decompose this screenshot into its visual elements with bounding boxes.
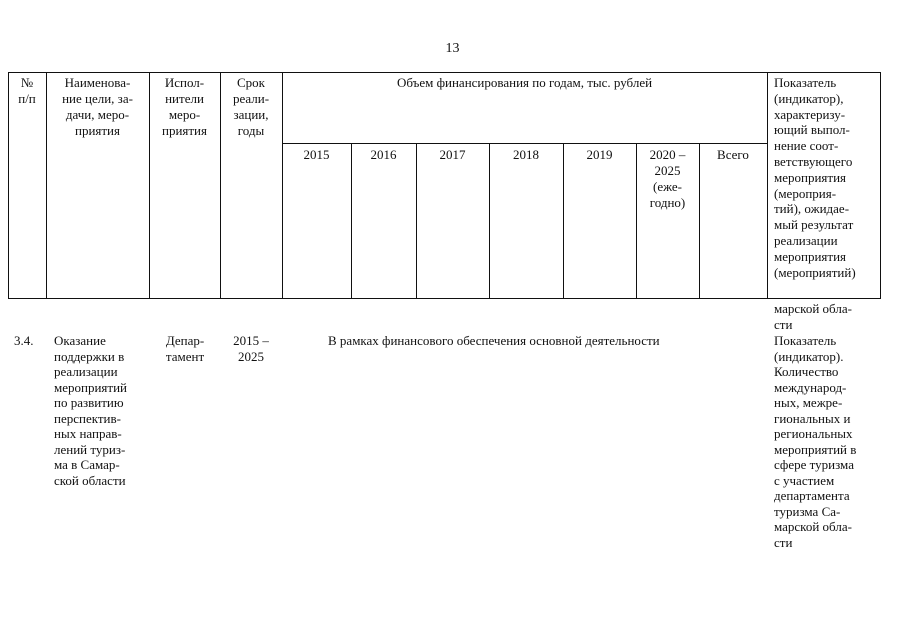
header-year-2018: 2018	[513, 147, 539, 162]
header-indicator: Показатель (индикатор), характеризу- ющий выпол- нение соот- ветствующего мероприятия (мероприя- тий), ожидае- мый результат реализации мероприятия (мероприятий)	[774, 75, 856, 280]
page-number: 13	[445, 41, 460, 56]
header-year-2016: 2016	[370, 147, 397, 162]
header-year-2015: 2015	[303, 147, 330, 162]
row-term: 2015 – 2025	[233, 333, 269, 364]
header-num: № п/п	[18, 75, 36, 106]
header-year-2020-2025: 2020 – 2025 (еже- годно)	[649, 147, 686, 210]
header-term: Срок реали- зации, годы	[232, 75, 270, 138]
row-executor: Депар- тамент	[165, 333, 205, 364]
row-number: 3.4.	[14, 333, 34, 348]
header-year-2017: 2017	[439, 147, 466, 162]
header-executors: Испол- нители меро- приятия	[161, 75, 207, 138]
row-name: Оказание поддержки в реализации мероприятий по развитию перспектив- ных направ- лений туриз- ма в Самар- ской области	[54, 333, 127, 488]
header-funding-title: Объем финансирования по годам, тыс. рублей	[396, 75, 653, 90]
row-funding: В рамках финансового обеспечения основной деятельности	[328, 333, 660, 348]
header-year-2019: 2019	[586, 147, 613, 162]
header-total: Всего	[717, 147, 749, 162]
row-indicator: Показатель (индикатор). Количество международ- ных, межре- гиональных и региональных мероприятий в сфере туризма с участием департамента туризма Са- марской обла- сти	[774, 333, 857, 550]
header-name: Наименова- ние цели, за- дачи, меро- приятия	[62, 75, 133, 138]
carryover-text: марской обла- сти	[774, 301, 852, 332]
